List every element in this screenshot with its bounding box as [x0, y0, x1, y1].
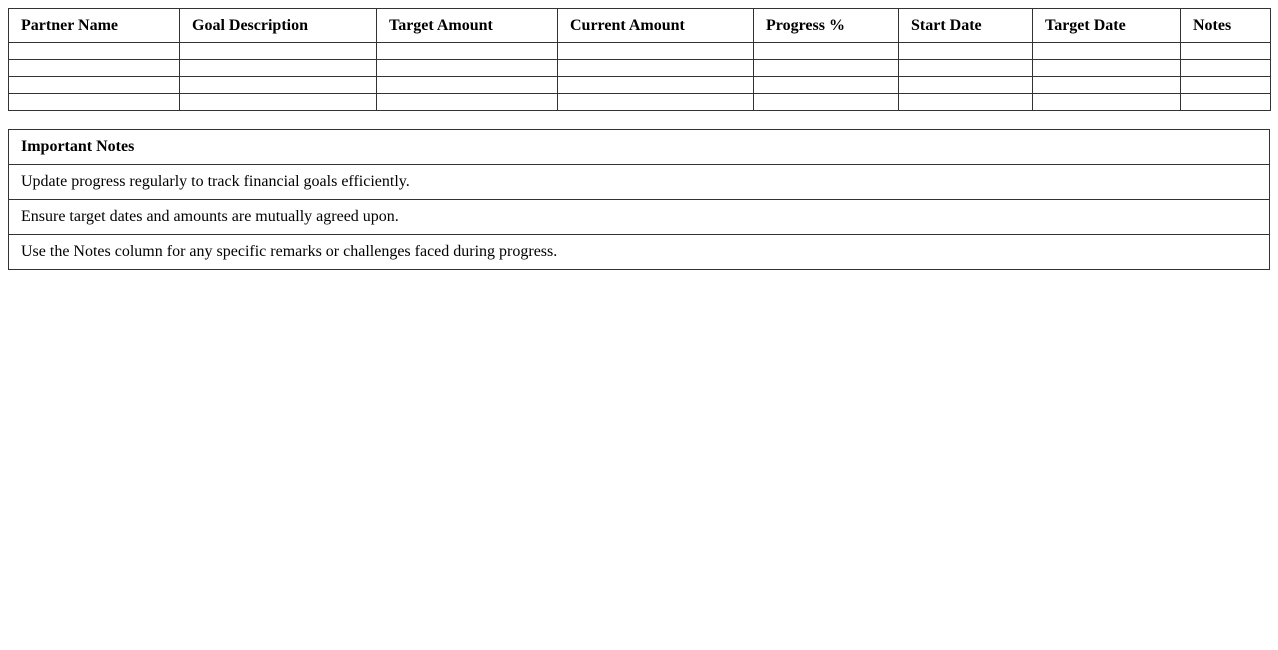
table-cell[interactable] [899, 77, 1033, 94]
column-header-target-date: Target Date [1033, 9, 1181, 43]
table-cell[interactable] [377, 94, 558, 111]
table-cell[interactable] [558, 60, 754, 77]
table-cell[interactable] [1181, 43, 1271, 60]
table-cell[interactable] [9, 43, 180, 60]
table-cell[interactable] [1181, 60, 1271, 77]
table-cell[interactable] [558, 94, 754, 111]
table-cell[interactable] [1033, 43, 1181, 60]
notes-row [9, 165, 1270, 200]
page-content [8, 8, 1270, 270]
table-row [9, 43, 1271, 60]
table-cell[interactable] [1181, 77, 1271, 94]
table-cell[interactable] [377, 77, 558, 94]
table-cell[interactable] [180, 60, 377, 77]
table-cell[interactable] [754, 94, 899, 111]
column-header-target-amount: Target Amount [377, 9, 558, 43]
table-cell[interactable] [899, 94, 1033, 111]
notes-row [9, 200, 1270, 235]
table-cell[interactable] [899, 43, 1033, 60]
table-cell[interactable] [754, 60, 899, 77]
table-cell[interactable] [1181, 94, 1271, 111]
column-header-progress-percent: Progress % [754, 9, 899, 43]
notes-row [9, 235, 1270, 270]
table-row [9, 77, 1271, 94]
table-cell[interactable] [9, 77, 180, 94]
table-cell[interactable] [754, 77, 899, 94]
table-cell[interactable] [9, 94, 180, 111]
column-header-start-date: Start Date [899, 9, 1033, 43]
important-notes-table [8, 129, 1270, 270]
table-cell[interactable] [754, 43, 899, 60]
notes-title: Important Notes [9, 130, 1270, 165]
note-item: Ensure target dates and amounts are mutually agreed upon. [9, 200, 1270, 235]
table-cell[interactable] [180, 43, 377, 60]
table-cell[interactable] [180, 94, 377, 111]
table-cell[interactable] [558, 43, 754, 60]
column-header-notes: Notes [1181, 9, 1271, 43]
financial-goals-table [8, 8, 1271, 111]
column-header-current-amount: Current Amount [558, 9, 754, 43]
table-cell[interactable] [377, 43, 558, 60]
column-header-partner-name: Partner Name [9, 9, 180, 43]
column-header-goal-description: Goal Description [180, 9, 377, 43]
table-row [9, 94, 1271, 111]
table-cell[interactable] [180, 77, 377, 94]
table-cell[interactable] [377, 60, 558, 77]
table-cell[interactable] [9, 60, 180, 77]
table-cell[interactable] [1033, 94, 1181, 111]
note-item: Use the Notes column for any specific remarks or challenges faced during progress. [9, 235, 1270, 270]
table-cell[interactable] [1033, 60, 1181, 77]
table-cell[interactable] [1033, 77, 1181, 94]
table-cell[interactable] [558, 77, 754, 94]
note-item: Update progress regularly to track financial goals efficiently. [9, 165, 1270, 200]
table-header-row [9, 9, 1271, 43]
table-cell[interactable] [899, 60, 1033, 77]
table-row [9, 60, 1271, 77]
notes-header-row [9, 130, 1270, 165]
